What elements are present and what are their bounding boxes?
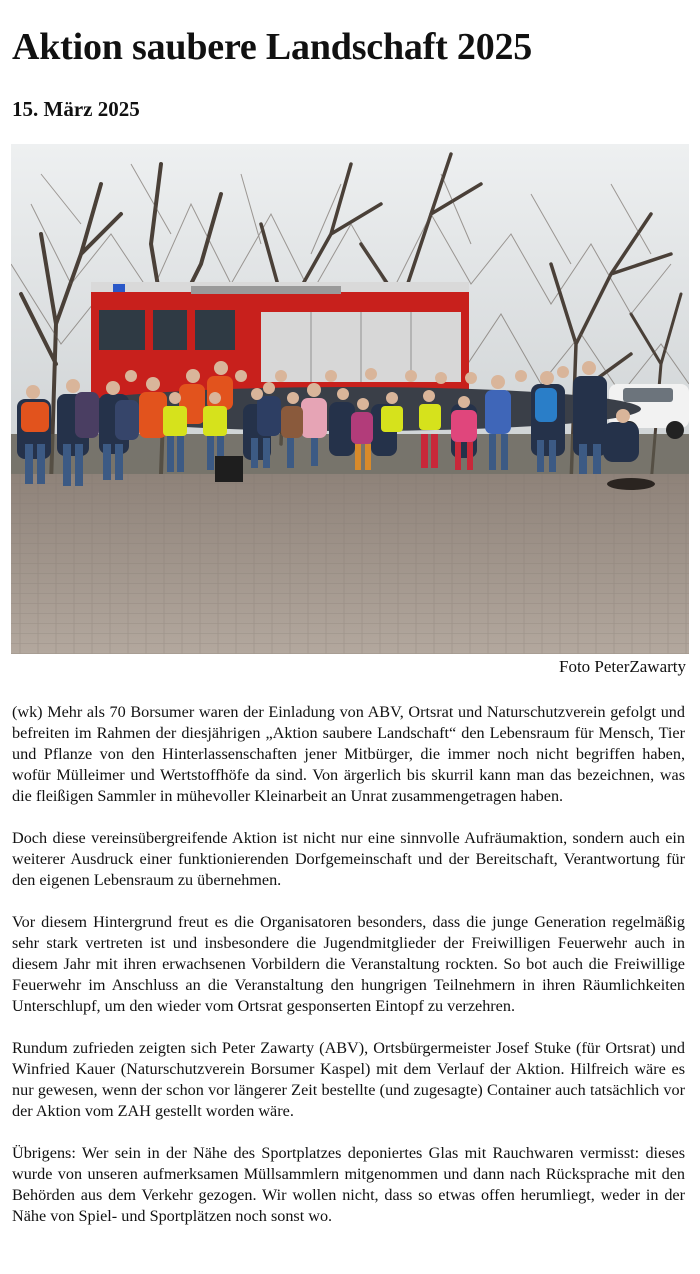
group-photo [11,144,689,654]
article-paragraph: (wk) Mehr als 70 Borsumer waren der Einladung von ABV, Ortsrat und Naturschutzverein gefolgt und befreiten im Rahmen der diesjährigen „Aktion saubere Landschaft“ den Lebensraum für Mensch, Tier und Pflanze von den Hinterlassenschaften jener Mitbürger, die immer noch nicht begriffen haben, wofür Mülleimer und Wertstoffhöfe da sind. Von ärgerlich bis skurril kann man das bezeichnen, was die fleißigen Sammler in mühevoller Kleinarbeit an Unrat zusammengetragen haben. [12,703,685,805]
article-body [12,702,685,1248]
article-paragraph: Übrigens: Wer sein in der Nähe des Sportplatzes deponiertes Glas mit Rauchwaren vermisst: dieses wurde von unseren aufmerksamen Müllsammlern mitgenommen und dann nach Rücksprache mit den Behörden aus dem Verkehr gezogen. Wir wollen nicht, dass so etwas offen herumliegt, weder in der Nähe von Spiel- und Sportplätzen noch sonst wo. [12,1144,685,1225]
photo-caption: Foto PeterZawarty [559,657,686,676]
article-paragraph: Rundum zufrieden zeigten sich Peter Zawarty (ABV), Ortsbürgermeister Josef Stuke (für Ortsrat) und Winfried Kauer (Naturschutzverein Borsumer Kaspel) mit dem Verlauf der Aktion. Hilfreich wäre es nur gewesen, wenn der schon vor längerer Zeit bestellte (und zugesagte) Container auch tatsächlich vor der Aktion vom ZAH gestellt worden wäre. [12,1039,685,1120]
article-date: 15. März 2025 [12,97,140,121]
article-paragraph: Doch diese vereinsübergreifende Aktion ist nicht nur eine sinnvolle Aufräumaktion, sondern auch ein weiterer Ausdruck einer funktionierenden Dorfgemeinschaft und der Bereitschaft, Verantwortung für den eigenen Lebensraum zu übernehmen. [12,829,685,889]
article-title: Aktion saubere Landschaft 2025 [12,26,533,68]
article-paragraph: Vor diesem Hintergrund freut es die Organisatoren besonders, dass die junge Generation regelmäßig sehr stark vertreten ist und insbesondere die Jugendmitglieder der Freiwilligen Feuerwehr auch in diesem Jahr mit ihren erwachsenen Vorbildern die Veranstaltung rockten. So bot auch die Freiwillige Feuerwehr im Anschluss an die Veranstaltung den hungrigen Teilnehmern in ihren Räumlichkeiten Unterschlupf, um den wieder vom Ortsrat gesponserten Eintopf zu verzehren. [12,913,685,1015]
